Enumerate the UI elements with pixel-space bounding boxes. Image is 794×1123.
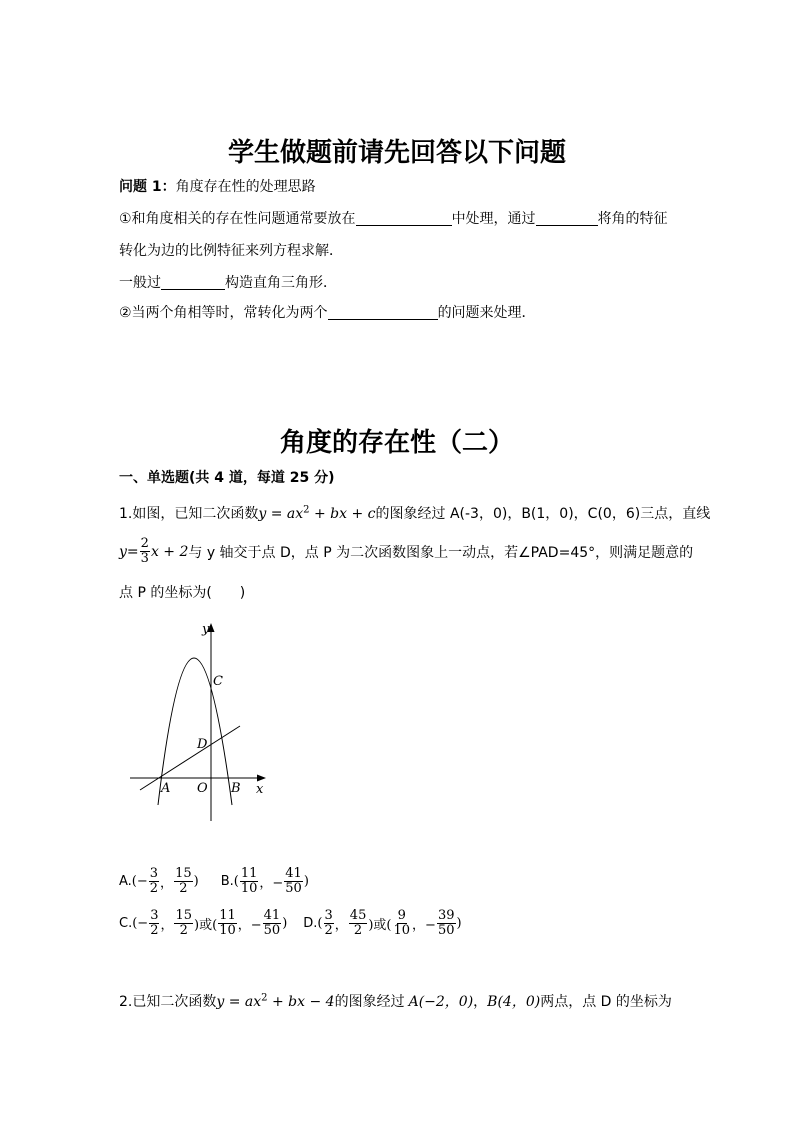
paragraph-3 <box>119 272 337 292</box>
math-op: = <box>224 994 245 1010</box>
math-text: ，− <box>259 876 284 891</box>
text-segment: ②当两个角相等时，常转化为两个 <box>119 305 328 321</box>
paragraph-4 <box>119 302 536 322</box>
math-var: ax <box>286 506 304 522</box>
option-a[interactable] <box>119 867 199 896</box>
option-label: D. <box>303 916 318 931</box>
math-text: ) <box>193 874 199 889</box>
denominator: 50 <box>437 923 455 938</box>
numerator: 11 <box>219 908 236 923</box>
point-b: B(4，0) <box>487 994 541 1010</box>
fraction <box>393 909 412 938</box>
text-segment: 的图象经过 <box>334 994 405 1010</box>
numerator: 3 <box>324 908 333 923</box>
denominator: 2 <box>179 881 188 896</box>
text-segment: 2.已知二次函数 <box>119 994 217 1010</box>
math-var: y <box>119 543 127 560</box>
label-x: x <box>256 782 264 797</box>
label-b: B <box>231 781 241 796</box>
label-c: C <box>213 674 223 689</box>
denominator: 2 <box>150 923 159 938</box>
text-segment: 一般过 <box>119 275 161 291</box>
denominator: 10 <box>240 881 258 896</box>
text-segment: 构造直角三角形． <box>225 275 337 291</box>
x-axis-arrow <box>257 775 266 782</box>
denominator: 10 <box>219 923 236 938</box>
denominator: 2 <box>179 923 188 938</box>
text-segment: 中处理，通过 <box>451 211 536 227</box>
numerator: 9 <box>397 908 406 923</box>
fraction <box>149 909 159 938</box>
fraction <box>263 909 282 938</box>
denominator: 10 <box>393 923 411 938</box>
text-segment: 的图象经过 A(-3，0)，B(1，0)，C(0，6)三点，直线 <box>375 506 711 522</box>
fraction <box>149 867 159 896</box>
fraction <box>174 867 193 896</box>
math-var: y <box>258 506 267 522</box>
math-text: ， <box>160 876 174 891</box>
q1-line-3: 点 P 的坐标为( ) <box>119 585 246 601</box>
math-text: ) <box>303 874 309 889</box>
text-segment: 的问题来处理． <box>437 305 536 321</box>
fraction <box>349 909 368 938</box>
label-o: O <box>197 781 208 796</box>
math-exponent: 2 <box>303 504 310 516</box>
text-segment: 两点，点 D 的坐标为 <box>540 994 672 1010</box>
text-segment: ， <box>473 994 488 1010</box>
denominator: 50 <box>263 923 281 938</box>
numerator: 3 <box>150 908 159 923</box>
answer-blank-4[interactable] <box>328 305 438 320</box>
math-text: (− <box>132 916 149 931</box>
section-title: 角度的存在性（二） <box>279 428 514 458</box>
math-var: + bx + c <box>309 506 376 522</box>
fraction <box>284 867 303 896</box>
option-label: A. <box>119 874 132 889</box>
option-label: C. <box>119 916 133 931</box>
option-c[interactable] <box>119 909 287 938</box>
math-var: x + 2 <box>150 543 189 560</box>
math-var: y <box>216 994 225 1010</box>
math-text: )或( <box>368 918 392 933</box>
math-text: ， <box>334 918 348 933</box>
question-1-line <box>119 176 316 196</box>
numerator: 15 <box>175 866 192 881</box>
text-segment: 将角的特征 <box>597 211 668 227</box>
label-y: y <box>202 622 210 637</box>
options-row-1 <box>119 867 309 896</box>
q1-line-1 <box>119 503 710 523</box>
denominator: 3 <box>140 551 149 566</box>
math-text: )或( <box>194 918 218 933</box>
math-text: ( <box>317 916 323 931</box>
numerator: 11 <box>240 866 258 881</box>
label-d: D <box>197 737 208 752</box>
numerator: 2 <box>140 536 149 551</box>
paragraph-2: 转化为边的比例特征来列方程求解． <box>119 243 343 259</box>
text-segment: 1.如图，已知二次函数 <box>119 506 259 522</box>
numerator: 39 <box>437 908 455 923</box>
label-a: A <box>161 781 171 796</box>
math-text: ，− <box>237 918 262 933</box>
numerator: 41 <box>285 866 302 881</box>
math-text: ， <box>160 918 174 933</box>
q2-line-1 <box>119 991 672 1011</box>
answer-blank-3[interactable] <box>161 275 225 290</box>
question-text: 角度存在性的处理思路 <box>175 179 316 195</box>
option-d[interactable] <box>303 909 461 938</box>
numerator: 45 <box>349 908 367 923</box>
option-b[interactable] <box>221 867 309 896</box>
denominator: 2 <box>149 881 159 896</box>
numerator: 41 <box>263 908 281 923</box>
math-var: + bx − 4 <box>267 994 335 1010</box>
page-title: 学生做题前请先回答以下问题 <box>227 138 566 168</box>
answer-blank-1[interactable] <box>356 211 452 226</box>
fraction <box>437 909 456 938</box>
math-text: ( <box>233 874 239 889</box>
denominator: 50 <box>285 881 302 896</box>
parabola-graph <box>126 615 276 830</box>
numerator: 3 <box>149 866 159 881</box>
option-label: B. <box>220 874 234 889</box>
math-op: = <box>266 506 287 522</box>
options-row-2 <box>119 909 462 938</box>
fraction <box>174 909 193 938</box>
math-text: ) <box>456 916 462 931</box>
text-segment: ①和角度相关的存在性问题通常要放在 <box>119 211 356 227</box>
math-exponent: 2 <box>261 992 268 1004</box>
q1-line-2 <box>119 537 693 566</box>
text-segment: 与 y 轴交于点 D，点 P 为二次函数图象上一动点，若∠PAD=45°，则满足题意的 <box>188 544 694 561</box>
section-heading: 一、单选题(共 4 道，每道 25 分) <box>119 470 335 486</box>
math-text: ) <box>282 916 288 931</box>
math-text: (− <box>131 874 148 889</box>
math-text: ，− <box>412 918 436 933</box>
point-a: A(−2，0) <box>408 994 474 1010</box>
paragraph-1 <box>119 208 668 228</box>
fraction <box>324 909 334 938</box>
math-op: = <box>126 543 139 560</box>
fraction <box>218 909 237 938</box>
fraction <box>140 537 150 566</box>
denominator: 2 <box>353 923 363 938</box>
fraction <box>240 867 259 896</box>
answer-blank-2[interactable] <box>536 211 598 226</box>
numerator: 15 <box>175 908 193 923</box>
denominator: 2 <box>324 923 333 938</box>
math-var: ax <box>244 994 262 1010</box>
question-label: 问题 1： <box>119 179 176 195</box>
